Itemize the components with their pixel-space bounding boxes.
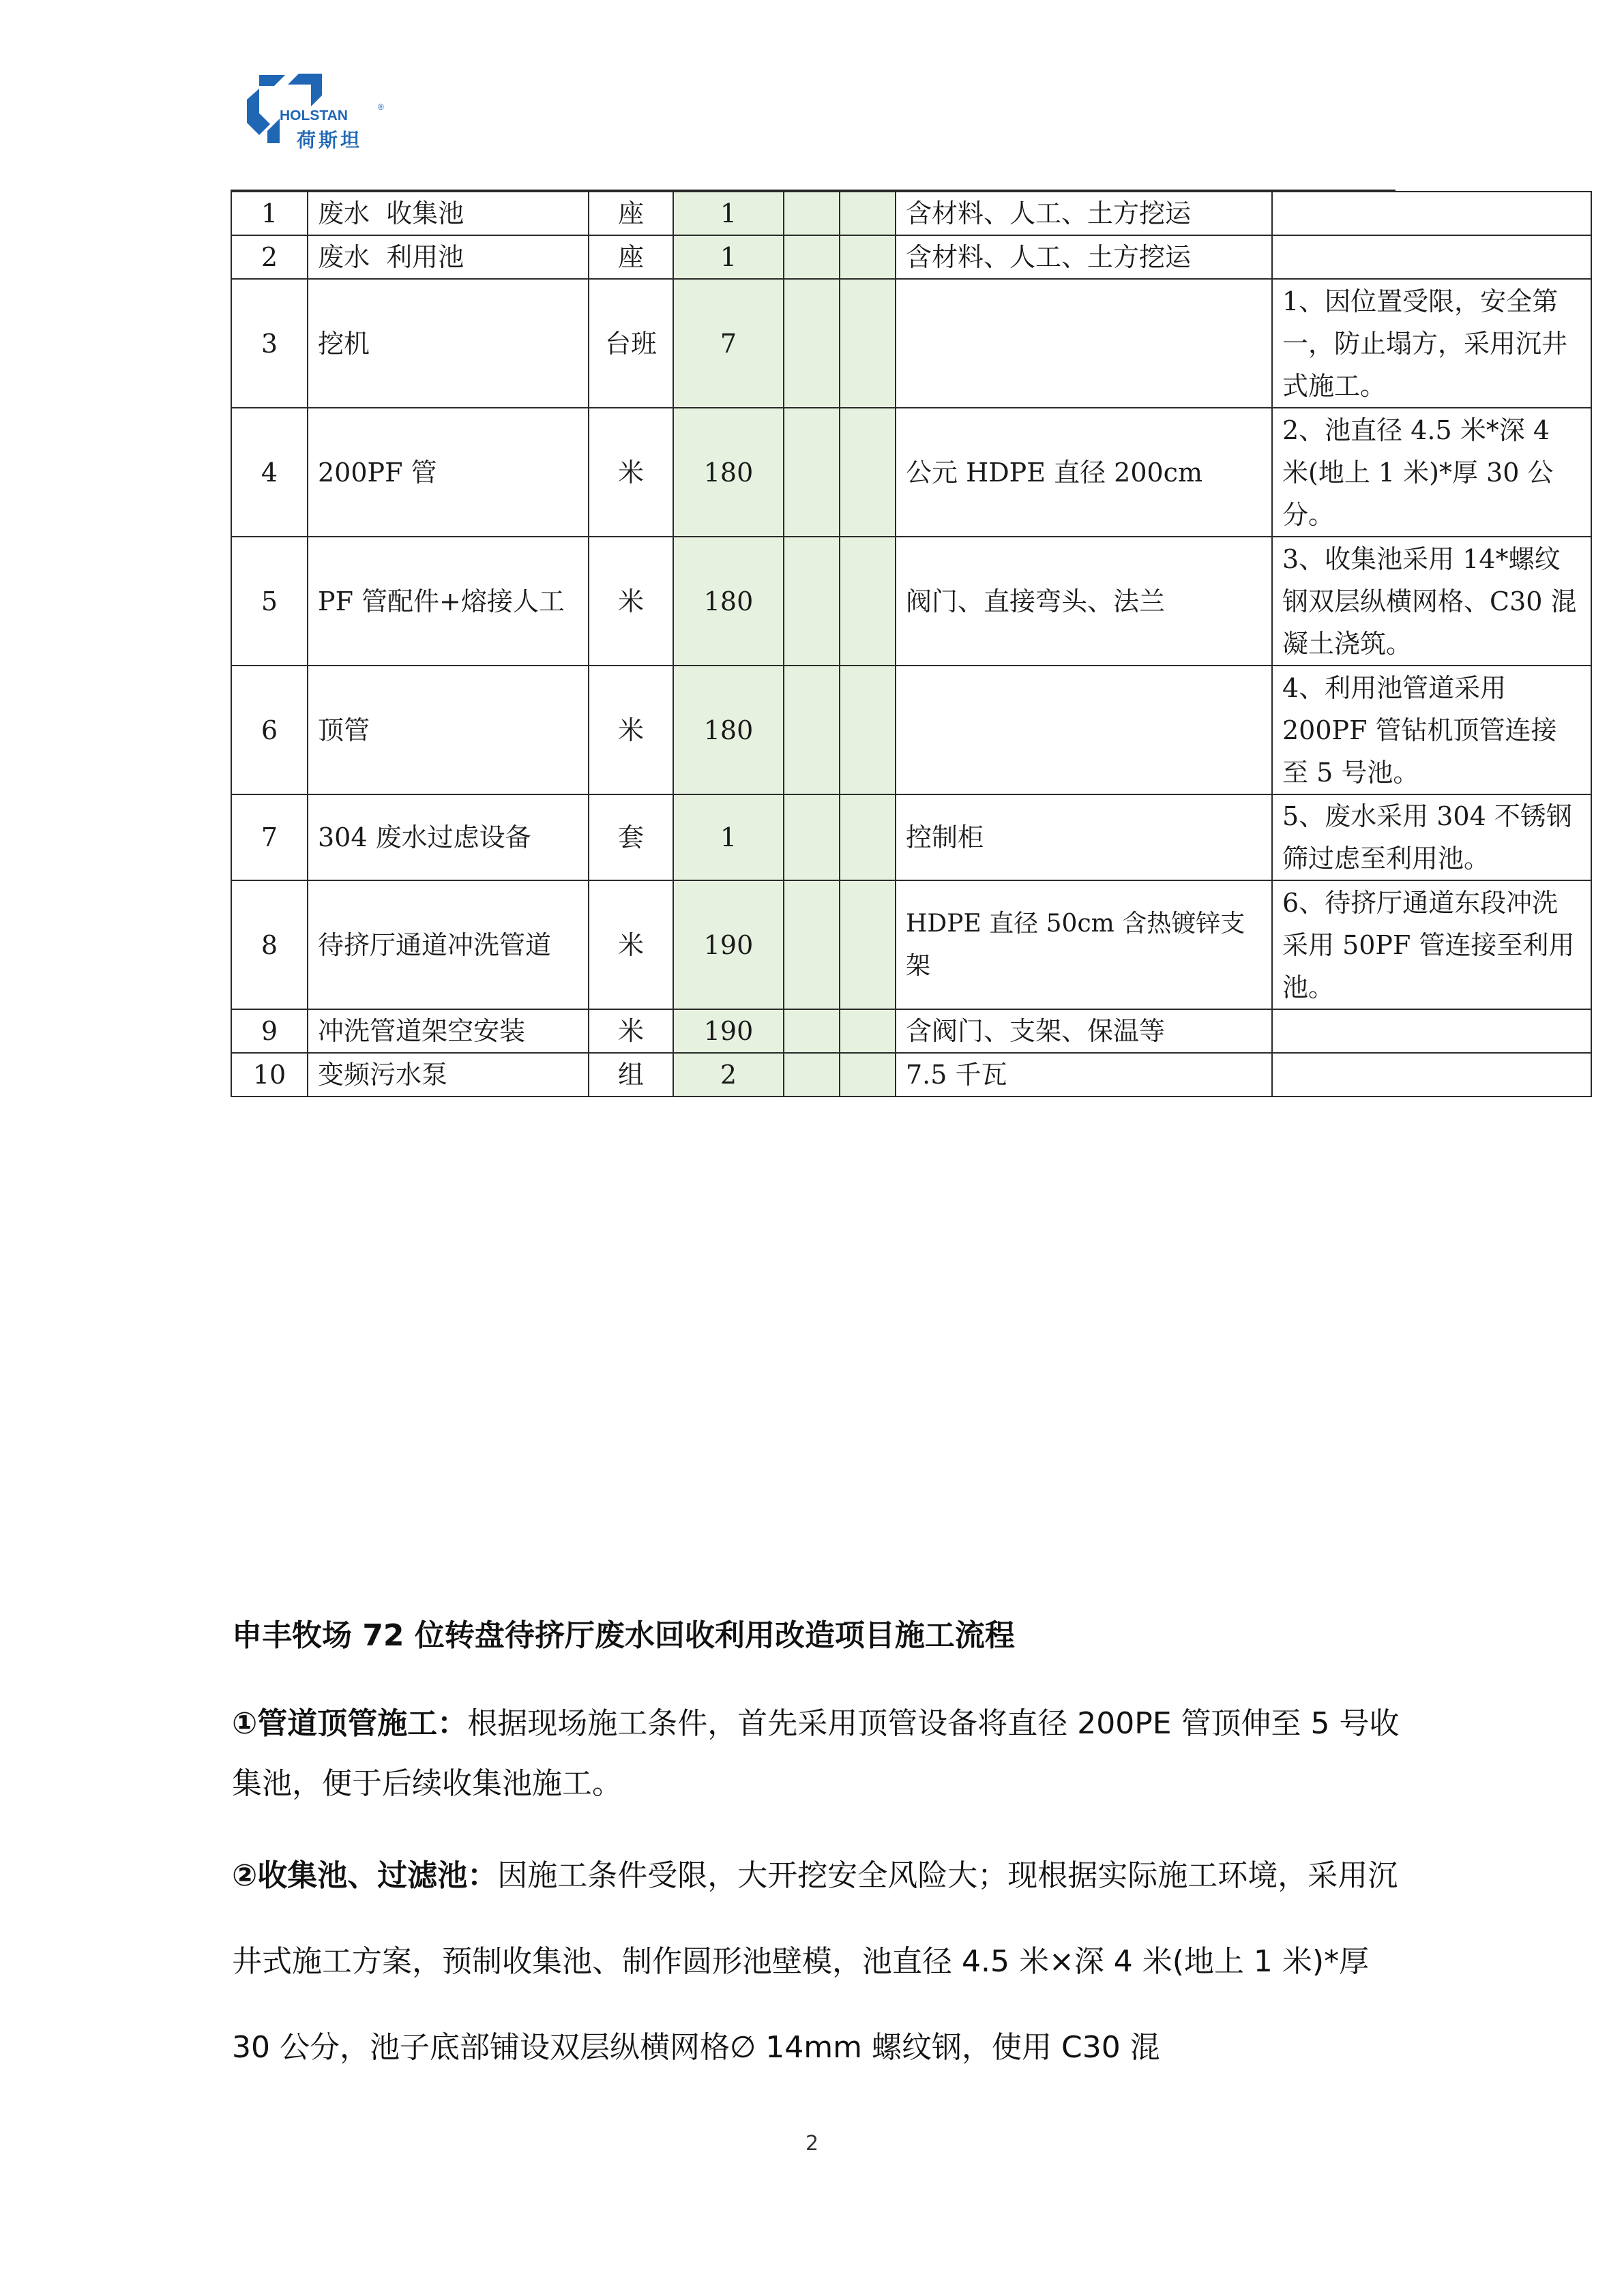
cell-spec: 公元 HDPE 直径 200cm	[896, 408, 1272, 537]
cell-qty: 190	[673, 880, 784, 1009]
cell-qty: 1	[673, 192, 784, 235]
table-row	[231, 279, 1591, 408]
table-row	[231, 1009, 1591, 1053]
paragraph-label: ②收集池、过滤池：	[232, 1858, 498, 1893]
cell-blank	[840, 794, 896, 880]
table-row	[231, 666, 1591, 794]
cell-unit: 组	[589, 1053, 673, 1097]
cell-unit: 台班	[589, 279, 673, 408]
cell-item: 废水 收集池	[308, 192, 589, 235]
cell-blank	[784, 880, 840, 1009]
cell-note	[1272, 192, 1591, 235]
cell-spec: 含材料、人工、土方挖运	[896, 235, 1272, 279]
table-row	[231, 235, 1591, 279]
cell-blank	[840, 1009, 896, 1053]
paragraph-collection-pool	[232, 1833, 1405, 2091]
cell-no: 6	[231, 666, 308, 794]
brand-name-cn: 荷斯坦	[297, 129, 363, 151]
cell-blank	[784, 1053, 840, 1097]
cell-blank	[840, 279, 896, 408]
cell-qty: 2	[673, 1053, 784, 1097]
cell-spec: 控制柜	[896, 794, 1272, 880]
cell-blank	[840, 408, 896, 537]
cell-blank	[784, 279, 840, 408]
table-row	[231, 408, 1591, 537]
paragraph-label: ①管道顶管施工：	[232, 1706, 468, 1741]
cell-blank	[784, 235, 840, 279]
cell-unit: 套	[589, 794, 673, 880]
quotation-table	[231, 191, 1592, 1097]
cell-blank	[840, 235, 896, 279]
cell-spec: 7.5 千瓦	[896, 1053, 1272, 1097]
table-row	[231, 880, 1591, 1009]
cell-spec: HDPE 直径 50cm 含热镀锌支架	[896, 880, 1272, 1009]
cell-item: 顶管	[308, 666, 589, 794]
brand-name-en: HOLSTAN	[280, 108, 348, 123]
cell-blank	[784, 408, 840, 537]
cell-unit: 米	[589, 880, 673, 1009]
cell-qty: 1	[673, 235, 784, 279]
cell-note: 6、待挤厅通道东段冲洗采用 50PF 管连接至利用池。	[1272, 880, 1591, 1009]
cell-unit: 米	[589, 666, 673, 794]
cell-qty: 180	[673, 537, 784, 666]
cell-spec	[896, 279, 1272, 408]
paragraph-text: 根据现场施工条件，首先采用顶管设备将直径 200PE 管顶伸至 5 号收集池，便于后续收集池施工。	[232, 1706, 1400, 1801]
cell-note	[1272, 235, 1591, 279]
holstan-logo	[232, 68, 396, 164]
cell-blank	[840, 1053, 896, 1097]
cell-blank	[784, 666, 840, 794]
cell-note	[1272, 1009, 1591, 1053]
cell-item: 废水 利用池	[308, 235, 589, 279]
cell-qty: 7	[673, 279, 784, 408]
cell-no: 10	[231, 1053, 308, 1097]
cell-note: 4、利用池管道采用 200PF 管钻机顶管连接至 5 号池。	[1272, 666, 1591, 794]
cell-qty: 180	[673, 408, 784, 537]
cell-no: 4	[231, 408, 308, 537]
cell-qty: 190	[673, 1009, 784, 1053]
page-number: 2	[805, 2132, 819, 2156]
cell-unit: 米	[589, 408, 673, 537]
cell-item: PF 管配件+熔接人工	[308, 537, 589, 666]
cell-item: 304 废水过虑设备	[308, 794, 589, 880]
table-row	[231, 794, 1591, 880]
cell-item: 待挤厅通道冲洗管道	[308, 880, 589, 1009]
cell-qty: 180	[673, 666, 784, 794]
cell-blank	[784, 192, 840, 235]
cell-spec: 阀门、直接弯头、法兰	[896, 537, 1272, 666]
cell-blank	[840, 880, 896, 1009]
cell-spec: 含阀门、支架、保温等	[896, 1009, 1272, 1053]
cell-unit: 座	[589, 192, 673, 235]
cell-blank	[784, 794, 840, 880]
cell-unit: 米	[589, 1009, 673, 1053]
cell-blank	[840, 666, 896, 794]
cell-note: 1、因位置受限，安全第一，防止塌方，采用沉井式施工。	[1272, 279, 1591, 408]
paragraph-text: 因施工条件受限，大开挖安全风险大；现根据实际施工环境，采用沉井式施工方案，预制收集池、制作圆形池壁模，池直径 4.5 米×深 4 米(地上 1 米)*厚 30 公分，池子底部铺设双层纵横网格∅ 14mm 螺纹钢，使用 C30 混	[232, 1858, 1398, 2065]
cell-blank	[840, 192, 896, 235]
cell-item: 冲洗管道架空安装	[308, 1009, 589, 1053]
cell-unit: 米	[589, 537, 673, 666]
cell-no: 8	[231, 880, 308, 1009]
cell-note	[1272, 1053, 1591, 1097]
table-row	[231, 192, 1591, 235]
cell-note: 5、废水采用 304 不锈钢筛过虑至利用池。	[1272, 794, 1591, 880]
cell-no: 1	[231, 192, 308, 235]
cell-item: 200PF 管	[308, 408, 589, 537]
cell-no: 5	[231, 537, 308, 666]
cell-blank	[840, 537, 896, 666]
cell-unit: 座	[589, 235, 673, 279]
table-row	[231, 1053, 1591, 1097]
cell-note: 3、收集池采用 14*螺纹钢双层纵横网格、C30 混凝土浇筑。	[1272, 537, 1591, 666]
registered-mark: ®	[378, 102, 384, 112]
cell-no: 3	[231, 279, 308, 408]
cell-no: 7	[231, 794, 308, 880]
table-row	[231, 537, 1591, 666]
cell-note: 2、池直径 4.5 米*深 4 米(地上 1 米)*厚 30 公分。	[1272, 408, 1591, 537]
section-title: 申丰牧场 72 位转盘待挤厅废水回收利用改造项目施工流程	[232, 1618, 1015, 1653]
cell-blank	[784, 1009, 840, 1053]
cell-qty: 1	[673, 794, 784, 880]
cell-blank	[784, 537, 840, 666]
cell-item: 挖机	[308, 279, 589, 408]
cell-no: 9	[231, 1009, 308, 1053]
cell-spec: 含材料、人工、土方挖运	[896, 192, 1272, 235]
cell-no: 2	[231, 235, 308, 279]
paragraph-pipe-jacking	[232, 1694, 1405, 1814]
cell-spec	[896, 666, 1272, 794]
cell-item: 变频污水泵	[308, 1053, 589, 1097]
